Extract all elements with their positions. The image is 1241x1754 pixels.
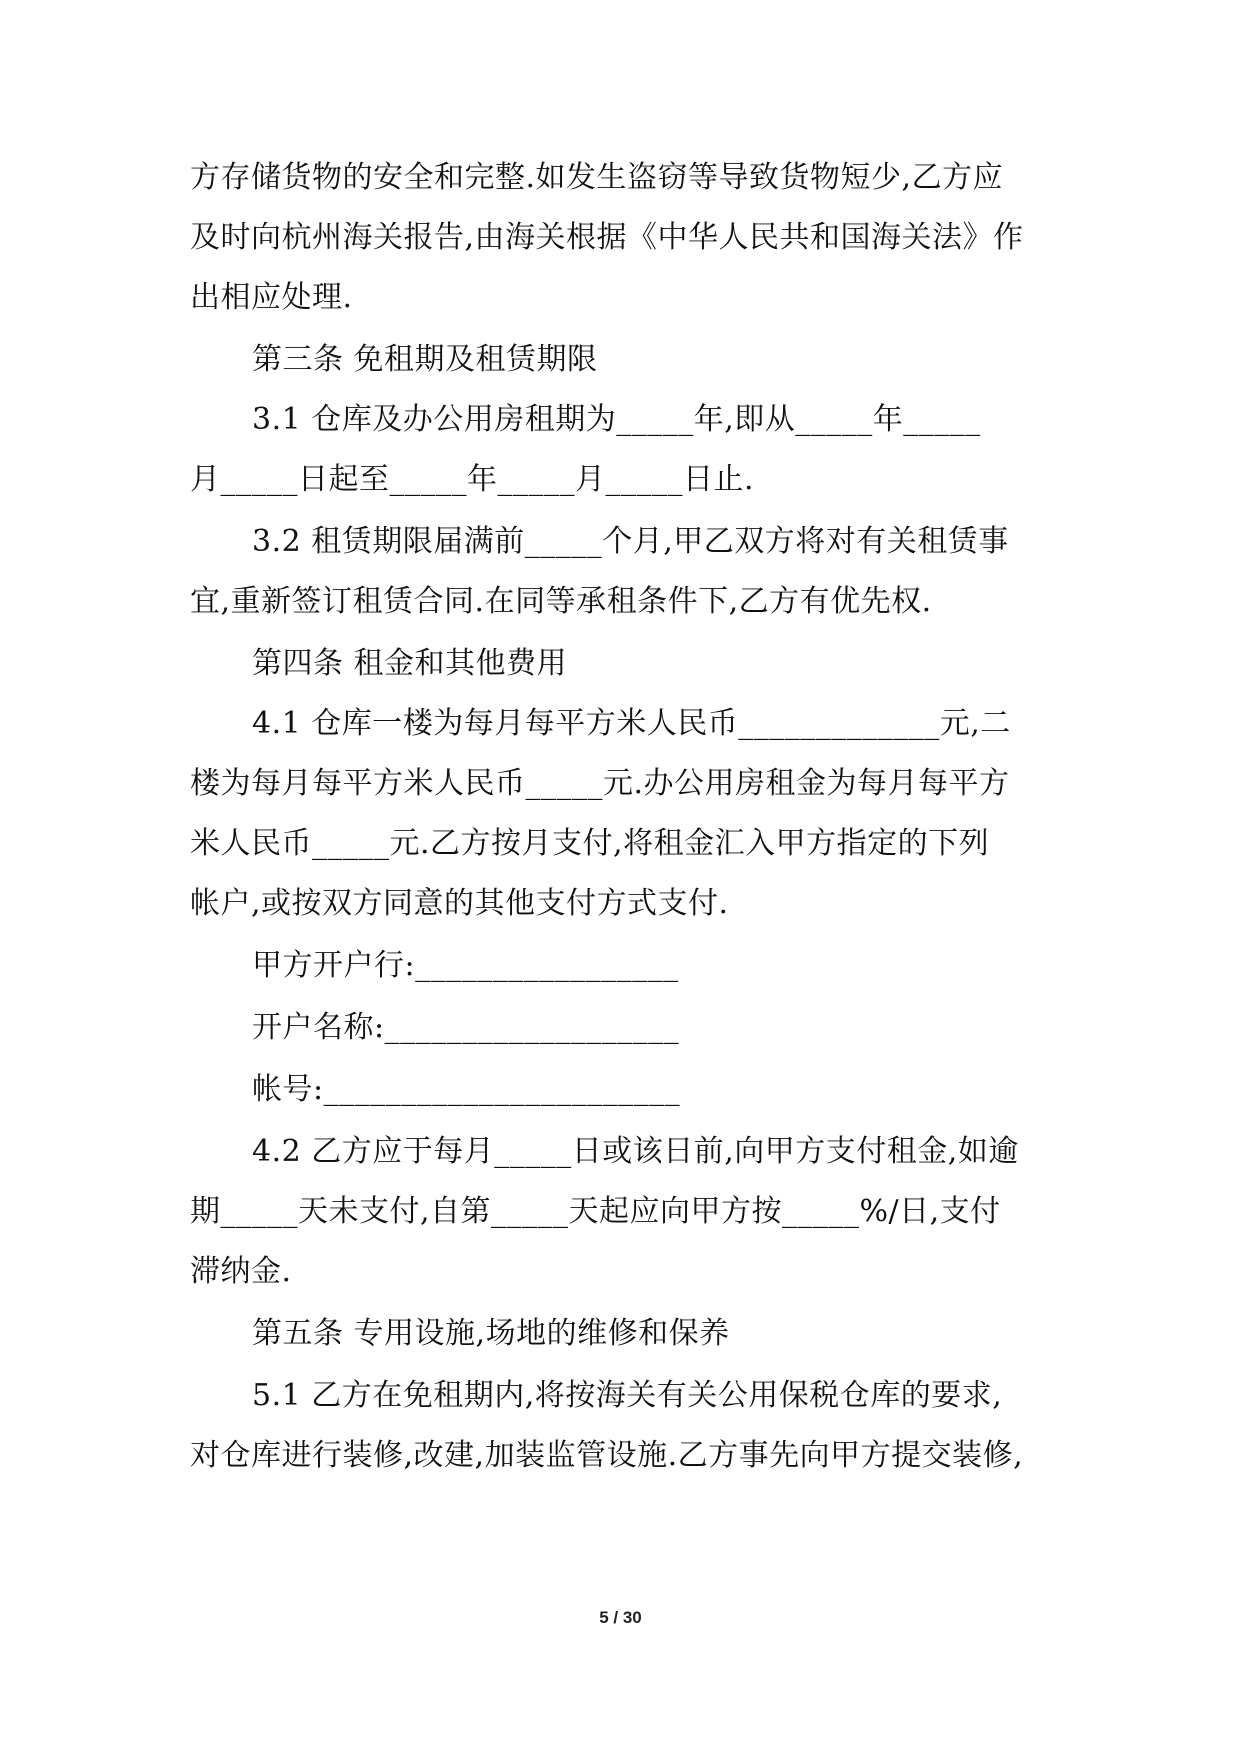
- paragraph-line: 4.2 乙方应于每月_____日或该日前,向甲方支付租金,如逾: [252, 1134, 1019, 1169]
- paragraph-line: 出相应处理.: [190, 280, 353, 315]
- bank-field-line: 甲方开户行:_________________: [252, 948, 679, 983]
- paragraph-line: 期_____天未支付,自第_____天起应向甲方按_____%/日,支付: [190, 1194, 1001, 1229]
- account-number-field-line: 帐号:_______________________: [252, 1072, 681, 1107]
- paragraph-line: 3.1 仓库及办公用房租期为_____年,即从_____年_____: [252, 402, 981, 437]
- paragraph-line: 4.1 仓库一楼为每月每平方米人民币_____________元,二: [252, 706, 1011, 741]
- page-number: 5 / 30: [599, 1608, 642, 1627]
- paragraph-line: 方存储货物的安全和完整.如发生盗窃等导致货物短少,乙方应: [190, 160, 1004, 195]
- paragraph-line: 3.2 租赁期限届满前_____个月,甲乙双方将对有关租赁事: [252, 524, 1009, 559]
- paragraph-line: 月_____日起至_____年_____月_____日止.: [190, 462, 755, 497]
- article-heading: 第五条 专用设施,场地的维修和保养: [252, 1316, 730, 1351]
- account-name-field-line: 开户名称:___________________: [252, 1010, 680, 1045]
- article-heading: 第四条 租金和其他费用: [252, 646, 568, 681]
- paragraph-line: 滞纳金.: [190, 1254, 292, 1289]
- paragraph-line: 5.1 乙方在免租期内,将按海关有关公用保税仓库的要求,: [252, 1378, 1003, 1413]
- article-heading: 第三条 免租期及租赁期限: [252, 342, 598, 377]
- paragraph-line: 宜,重新签订租赁合同.在同等承租条件下,乙方有优先权.: [190, 584, 932, 619]
- paragraph-line: 楼为每月每平方米人民币_____元.办公用房租金为每月每平方: [190, 766, 1010, 801]
- paragraph-line: 米人民币_____元.乙方按月支付,将租金汇入甲方指定的下列: [190, 826, 990, 861]
- paragraph-line: 及时向杭州海关报告,由海关根据《中华人民共和国海关法》作: [190, 220, 1024, 255]
- paragraph-line: 帐户,或按双方同意的其他支付方式支付.: [190, 886, 729, 921]
- paragraph-line: 对仓库进行装修,改建,加装监管设施.乙方事先向甲方提交装修,: [190, 1438, 1024, 1473]
